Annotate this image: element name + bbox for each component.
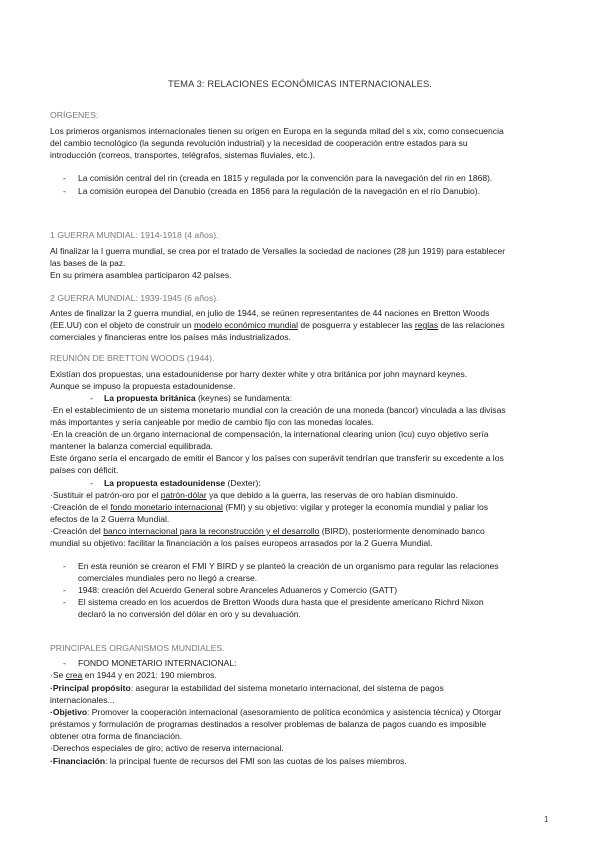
paragraph-line: más importantes y sería canjeable por medio de cambio fijo con las monedas locales. [50,417,374,427]
paragraph-line: ·Principal propósito: asegurar la estabilidad del sistema monetario internacional, del sistema de pagos [50,683,444,693]
underlined-term: modelo económico mundial [193,320,298,330]
paragraph-line: Antes de finalizar la 2 guerra mundial, en julio de 1944, se reúnen representantes de 44 naciones en Bretton Woods [50,308,490,318]
paragraph-line: ·Objetivo: Promover la cooperación internacional (asesoramiento de política económica y asistencia técnica) y Otorgar [50,707,502,717]
underlined-term: crea [65,670,83,680]
section-heading-gm1: 1 GUERRA MUNDIAL: 1914-1918 (4 años). [50,230,219,240]
bullet-item-cont: comerciales mundiales pero no llegó a crearse. [78,573,258,583]
paragraph-line: internacionales... [50,695,115,705]
paragraph-line: Al finalizar la I guerra mundial, se crea por el tratado de Versalles la sociedad de naciones (28 jun 1919) para establecer [50,246,506,256]
paragraph-line: ·Derechos especiales de giro; activo de reserva internacional. [50,743,284,753]
paragraph-line: obtener otra forma de financiación. [50,731,183,741]
paragraph-line: ·Creación de el fondo monetario internacional (FMI) y su objetivo: vigilar y proteger la economía mundial y paliar los [50,502,489,512]
bullet-dash: - [63,186,66,196]
paragraph-line: ·En el establecimiento de un sistema monetario mundial con la creación de una moneda (bancor) vinculada a las divisas [50,405,506,415]
paragraph-line: Existían dos propuestas, una estadounidense por harry dexter white y otra británica por john maynard keynes. [50,369,468,379]
proposal-us: La propuesta estadounidense (Dexter): [104,478,261,488]
bullet-item: La comisión central del rin (creada en 1815 y regulada por la convención para la navegación del rin en 1868). [78,173,493,183]
bullet-dash: - [63,173,66,183]
bullet-item: En esta reunión se crearon el FMI Y BIRD y se planteó la creación de un organismo para regular las relaciones [78,561,499,571]
subheading-fmi: FONDO MONETARIO INTERNACIONAL: [78,658,237,668]
paragraph-line: (EE.UU) con el objeto de construir un modelo económico mundial de posguerra y establecer las reglas de las relaciones [50,320,505,330]
underlined-term: fondo monetario internacional [110,502,223,512]
bullet-item: La comisión europea del Danubio (creada en 1856 para la regulación de la navegación en el río Danubio). [78,186,480,196]
page-number: 1 [544,815,549,824]
paragraph-line: En su primera asamblea participaron 42 países. [50,270,232,280]
paragraph-line: ·Sustituir el patrón-oro por el patrón-dólar ya que debido a la guerra, las reservas de oro habían disminuido. [50,490,458,500]
bullet-item: 1948: creación del Acuerdo General sobre Aranceles Aduaneros y Comercio (GATT) [78,585,398,595]
paragraph-line: efectos de la 2 Guerra Mundial. [50,514,170,524]
section-heading-origenes: ORÍGENES: [50,110,99,120]
paragraph-line: mundial su objetivo: facilitar la financiación a los países europeos arrasados por la 2 Guerra Mundial. [50,538,433,548]
section-heading-organismos: PRINCIPALES ORGANISMOS MUNDIALES. [50,643,225,653]
paragraph-line: ·En la creación de un órgano internacional de compensación, la international clearing union (icu) cuyo objetivo sería [50,429,489,439]
bullet-dash: - [63,658,66,668]
paragraph-line: ·Se crea en 1944 y en 2021: 190 miembros. [50,670,217,680]
paragraph-line: países con déficit. [50,465,119,475]
underlined-term: banco internacional para la reconstrucción y el desarrollo [103,526,320,536]
bullet-item: El sistema creado en los acuerdos de Bretton Woods dura hasta que el presidente americano Richrd Nixon [78,597,484,607]
paragraph-line: préstamos y formulación de programas destinados a resolver problemas de balanza de pagos cuando es imposible [50,719,487,729]
paragraph-line: Los primeros organismos internacionales tienen su origen en Europa en la segunda mitad del s xix, como consecuencia [50,126,504,136]
underlined-term: patrón-dólar [160,490,207,500]
paragraph-line: ·Financiación: la principal fuente de recursos del FMI son las cuotas de los países miembros. [50,756,407,766]
underlined-term: reglas [414,320,439,330]
proposal-british: La propuesta británica (keynes) se fundamenta: [104,393,293,403]
paragraph-line: del cambio tecnológico (la segunda revolución industrial) y la necesidad de cooperación entre estados para su [50,138,468,148]
paragraph-line: Este órgano sería el encargado de emitir el Bancor y los países con superávit tendrían que transferir su excedente a los [50,453,504,463]
bullet-dash: - [90,393,93,403]
bullet-item-cont: declaró la no conversión del dólar en oro y su devaluación. [78,609,301,619]
paragraph-line: las bases de la paz. [50,258,126,268]
section-heading-bretton-woods: REUNIÓN DE BRETTON WOODS (1944). [50,353,215,363]
paragraph-line: Aunque se impuso la propuesta estadounidense. [50,381,236,391]
bullet-dash: - [63,597,66,607]
bullet-dash: - [63,585,66,595]
bullet-dash: - [90,478,93,488]
section-heading-gm2: 2 GUERRA MUNDIAL: 1939-1945 (6 años). [50,293,219,303]
paragraph-line: ·Creación del banco internacional para la reconstrucción y el desarrollo (BIRD), posteriormente denominado banco [50,526,485,536]
document-title: TEMA 3: RELACIONES ECONÓMICAS INTERNACIONALES. [167,78,433,89]
paragraph-line: comerciales y financieras entre los países más industrializados. [50,332,291,342]
paragraph-line: mantener la balanza comercial equilibrada. [50,441,213,451]
paragraph-line: introducción (correos, transportes, telégrafos, sistemas fluviales, etc.). [50,150,316,160]
bullet-dash: - [63,561,66,571]
